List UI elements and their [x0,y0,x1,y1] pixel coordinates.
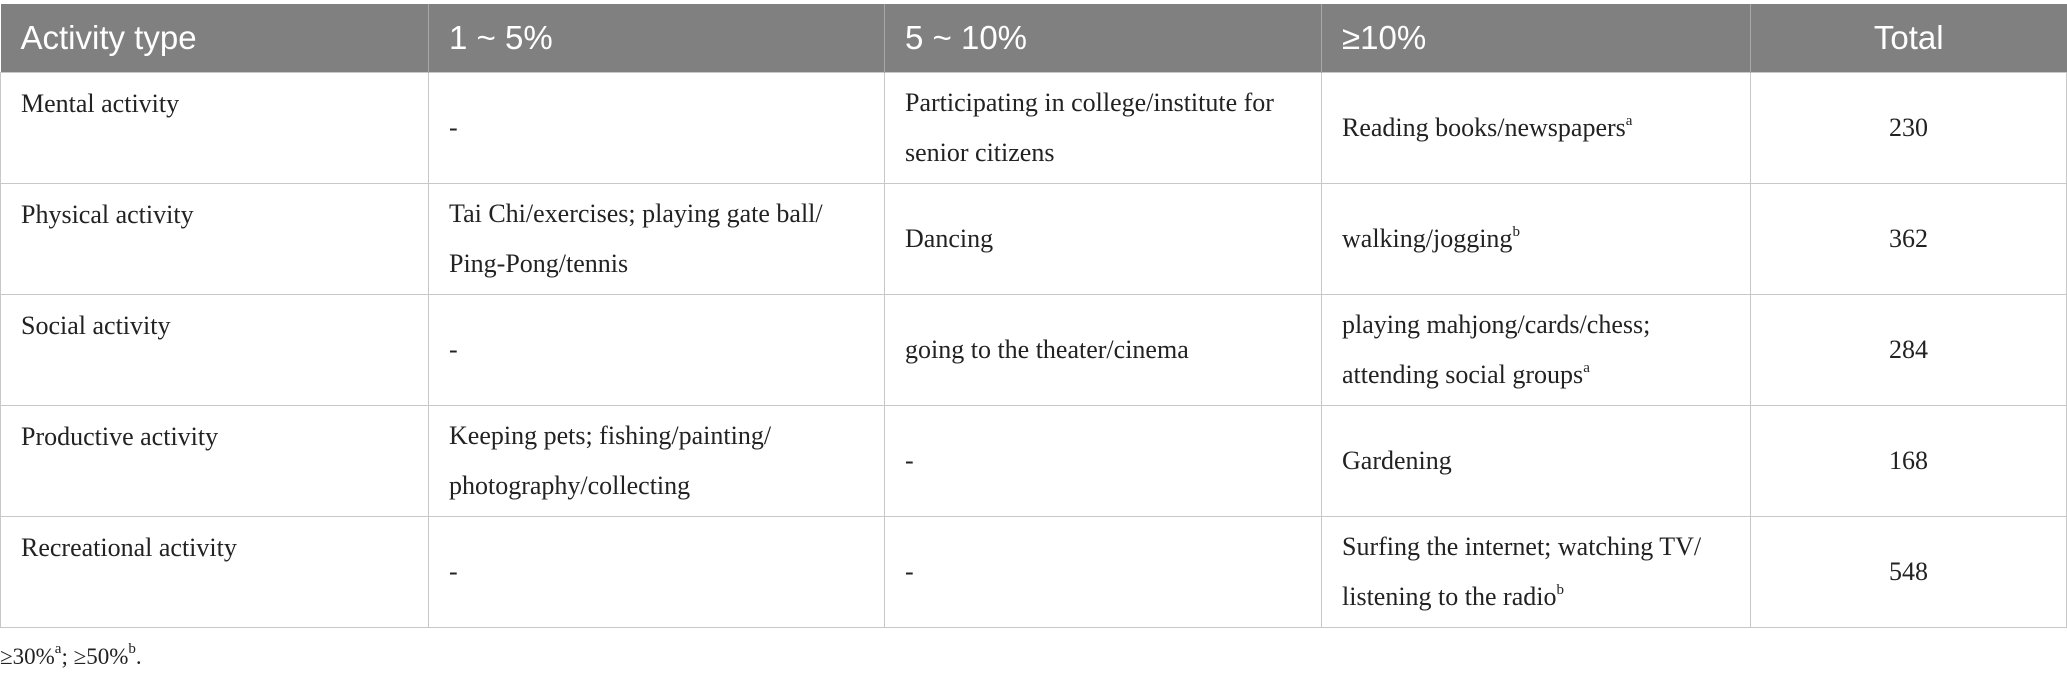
header-over-10-percent: ≥10% [1322,4,1751,72]
cell-activity-type: Physical activity [1,183,429,294]
cell-5-10-percent: Dancing [885,183,1322,294]
superscript-marker: a [1583,359,1590,376]
cell-over-10-percent [1322,294,1751,405]
cell-5-10-percent: - [885,516,1322,627]
cell-total: 230 [1751,72,2067,183]
header-row [1,4,2067,72]
header-5-10-percent: 5 ~ 10% [885,4,1322,72]
header-1-5-percent: 1 ~ 5% [429,4,885,72]
header-activity-type: Activity type [1,4,429,72]
cell-activity-type: Social activity [1,294,429,405]
cell-total: 548 [1751,516,2067,627]
superscript-marker: b [1556,581,1564,598]
cell-text: Reading books/newspapers [1342,112,1626,142]
cell-over-10-percent [1322,72,1751,183]
cell-over-10-percent [1322,183,1751,294]
table-row [1,516,2067,627]
header-total: Total [1751,4,2067,72]
cell-text: walking/jogging [1342,223,1513,253]
superscript-marker: b [1512,223,1520,240]
cell-5-10-percent: - [885,405,1322,516]
cell-1-5-percent: Keeping pets; fishing/painting/ photography/collecting [429,405,885,516]
cell-5-10-percent: going to the theater/cinema [885,294,1322,405]
cell-1-5-percent: - [429,516,885,627]
footnote-end: . [135,644,142,669]
cell-total: 284 [1751,294,2067,405]
cell-1-5-percent: - [429,72,885,183]
table-row [1,183,2067,294]
cell-text: playing mahjong/cards/chess; attending social groups [1342,309,1651,389]
cell-activity-type: Mental activity [1,72,429,183]
cell-over-10-percent [1322,516,1751,627]
activity-table [0,4,2067,628]
cell-activity-type: Productive activity [1,405,429,516]
cell-5-10-percent: Participating in college/institute for senior citizens [885,72,1322,183]
cell-total: 168 [1751,405,2067,516]
cell-activity-type: Recreational activity [1,516,429,627]
table-row [1,72,2067,183]
footnote-marker-b: b [128,641,136,657]
footnote-threshold-a: ≥30% [0,644,55,669]
cell-over-10-percent [1322,405,1751,516]
superscript-marker: a [1625,112,1633,129]
cell-text: Surfing the internet; watching TV/ listening to the radio [1342,531,1702,611]
table-footnote [0,641,142,670]
footnote-marker-a: a [54,641,62,657]
cell-1-5-percent: - [429,294,885,405]
footnote-threshold-b: ; ≥50% [61,644,129,669]
table-row [1,405,2067,516]
cell-total: 362 [1751,183,2067,294]
cell-1-5-percent: Tai Chi/exercises; playing gate ball/ Ping-Pong/tennis [429,183,885,294]
table-row [1,294,2067,405]
cell-text: Gardening [1342,445,1452,475]
